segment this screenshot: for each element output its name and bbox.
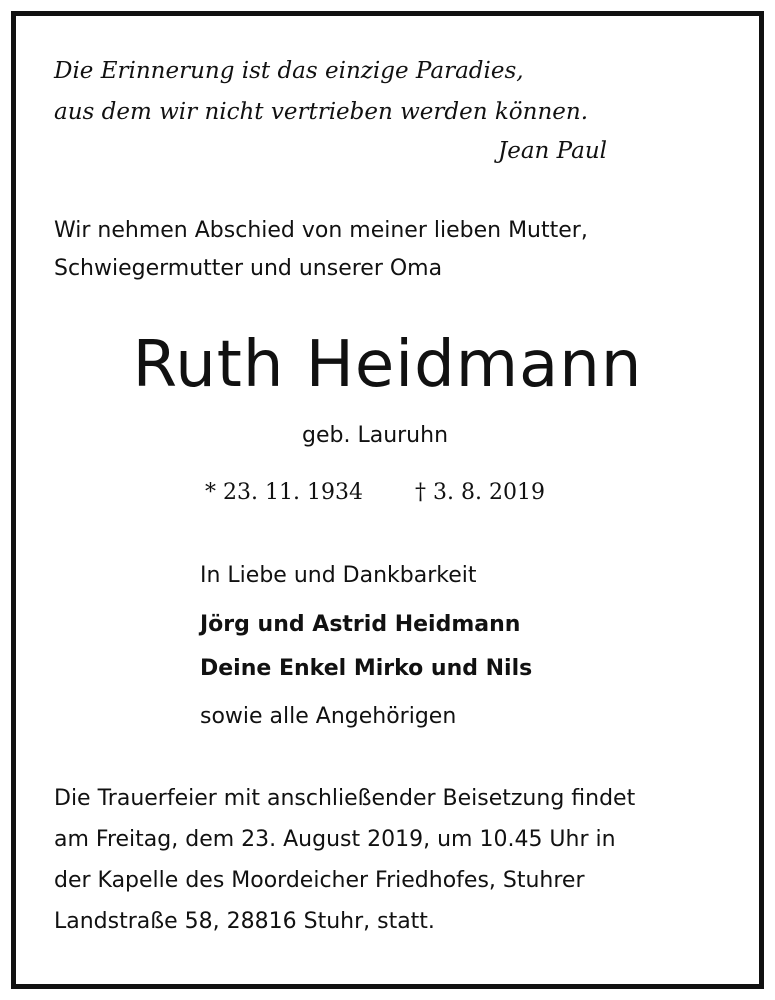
quote-line-2: aus dem wir nicht vertrieben werden können. xyxy=(54,99,589,125)
birth-name: geb. Lauruhn xyxy=(302,423,449,448)
mourners-family-2: Deine Enkel Mirko und Nils xyxy=(200,656,533,681)
quote-author: Jean Paul xyxy=(498,138,607,164)
mourners-others: sowie alle Angehörigen xyxy=(200,704,457,729)
quote-line-1: Die Erinnerung ist das einzige Paradies, xyxy=(54,58,524,84)
mourners-family-1: Jörg und Astrid Heidmann xyxy=(200,612,521,637)
ceremony-line-3: der Kapelle des Moordeicher Friedhofes, Stuhrer xyxy=(54,868,585,893)
ceremony-line-2: am Freitag, dem 23. August 2019, um 10.45 Uhr in xyxy=(54,827,616,852)
death-date: † 3. 8. 2019 xyxy=(415,480,545,505)
mourners-intro: In Liebe und Dankbarkeit xyxy=(200,563,477,588)
deceased-name: Ruth Heidmann xyxy=(132,328,643,402)
ceremony-line-1: Die Trauerfeier mit anschließender Beisetzung findet xyxy=(54,786,636,811)
intro-line-2: Schwiegermutter und unserer Oma xyxy=(54,256,443,281)
birth-date: * 23. 11. 1934 xyxy=(205,480,363,505)
intro-line-1: Wir nehmen Abschied von meiner lieben Mutter, xyxy=(54,218,588,243)
ceremony-line-4: Landstraße 58, 28816 Stuhr, statt. xyxy=(54,909,435,934)
